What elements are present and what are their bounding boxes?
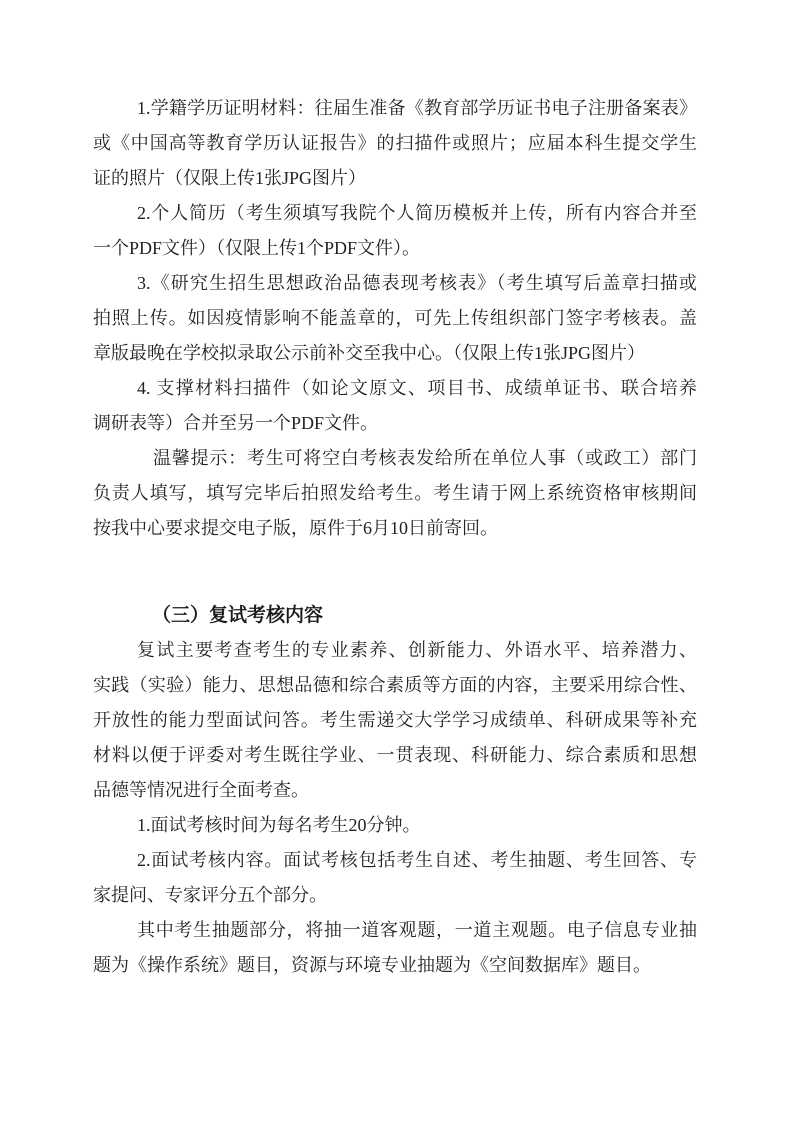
text-line: 章版最晚在学校拟录取公示前补交至我中心。（仅限上传1张JPG图片）: [93, 343, 646, 363]
paragraph: [93, 196, 697, 266]
text-line: 证的照片（仅限上传1张JPG图片）: [93, 168, 367, 188]
text-line: 其中考生抽题部分，将抽一道客观题，一道主观题。电子信息专业抽: [137, 920, 697, 940]
paragraph: [93, 441, 697, 546]
paragraph: [93, 808, 697, 843]
text-line: 调研表等）合并至另一个PDF文件。: [93, 413, 379, 433]
text-line: 4. 支撑材料扫描件（如论文原文、项目书、成绩单证书、联合培养: [137, 378, 697, 398]
text-line: 1.面试考核时间为每名考生20分钟。: [137, 815, 421, 835]
paragraph: [93, 371, 697, 441]
text-line: 品德等情况进行全面考查。: [93, 780, 309, 800]
text-line: 家提问、专家评分五个部分。: [93, 885, 327, 905]
text-line: 2.个人简历（考生须填写我院个人简历模板并上传，所有内容合并至: [137, 203, 697, 223]
text-line: 实践（实验）能力、思想品德和综合素质等方面的内容，主要采用综合性、: [93, 675, 697, 695]
text-line: 复试主要考查考生的专业素养、创新能力、外语水平、培养潜力、: [137, 640, 697, 660]
text-line: 题为《操作系统》题目，资源与环境专业抽题为《空间数据库》题目。: [93, 955, 651, 975]
text-line: 1.学籍学历证明材料：往届生准备《教育部学历证书电子注册备案表》: [137, 98, 697, 118]
paragraph: [93, 843, 697, 913]
text-line: 2.面试考核内容。面试考核包括考生自述、考生抽题、考生回答、专: [137, 850, 697, 870]
paragraph: [93, 91, 697, 196]
paragraph: [93, 633, 697, 808]
text-line: 负责人填写，填写完毕后拍照发给考生。考生请于网上系统资格审核期间: [93, 483, 697, 503]
text-line: 一个PDF文件）（仅限上传1个PDF文件）。: [93, 238, 421, 258]
text-line: 温馨提示：考生可将空白考核表发给所在单位人事（或政工）部门: [153, 448, 697, 468]
text-line: 按我中心要求提交电子版，原件于6月10日前寄回。: [93, 518, 498, 538]
text-line: 拍照上传。如因疫情影响不能盖章的，可先上传组织部门签字考核表。盖: [93, 308, 697, 328]
text-line: 开放性的能力型面试问答。考生需递交大学学习成绩单、科研成果等补充: [93, 710, 697, 730]
text-line: 或《中国高等教育学历认证报告》的扫描件或照片；应届本科生提交学生: [93, 133, 697, 153]
section-gap: [93, 546, 697, 598]
text-line: （三）复试考核内容: [152, 605, 324, 626]
paragraph: [93, 913, 697, 983]
section-heading: [93, 598, 697, 633]
paragraph: [93, 266, 697, 371]
text-line: 材料以便于评委对考生既往学业、一贯表现、科研能力、综合素质和思想: [93, 745, 697, 765]
text-line: 3.《研究生招生思想政治品德表现考核表》（考生填写后盖章扫描或: [137, 273, 697, 293]
